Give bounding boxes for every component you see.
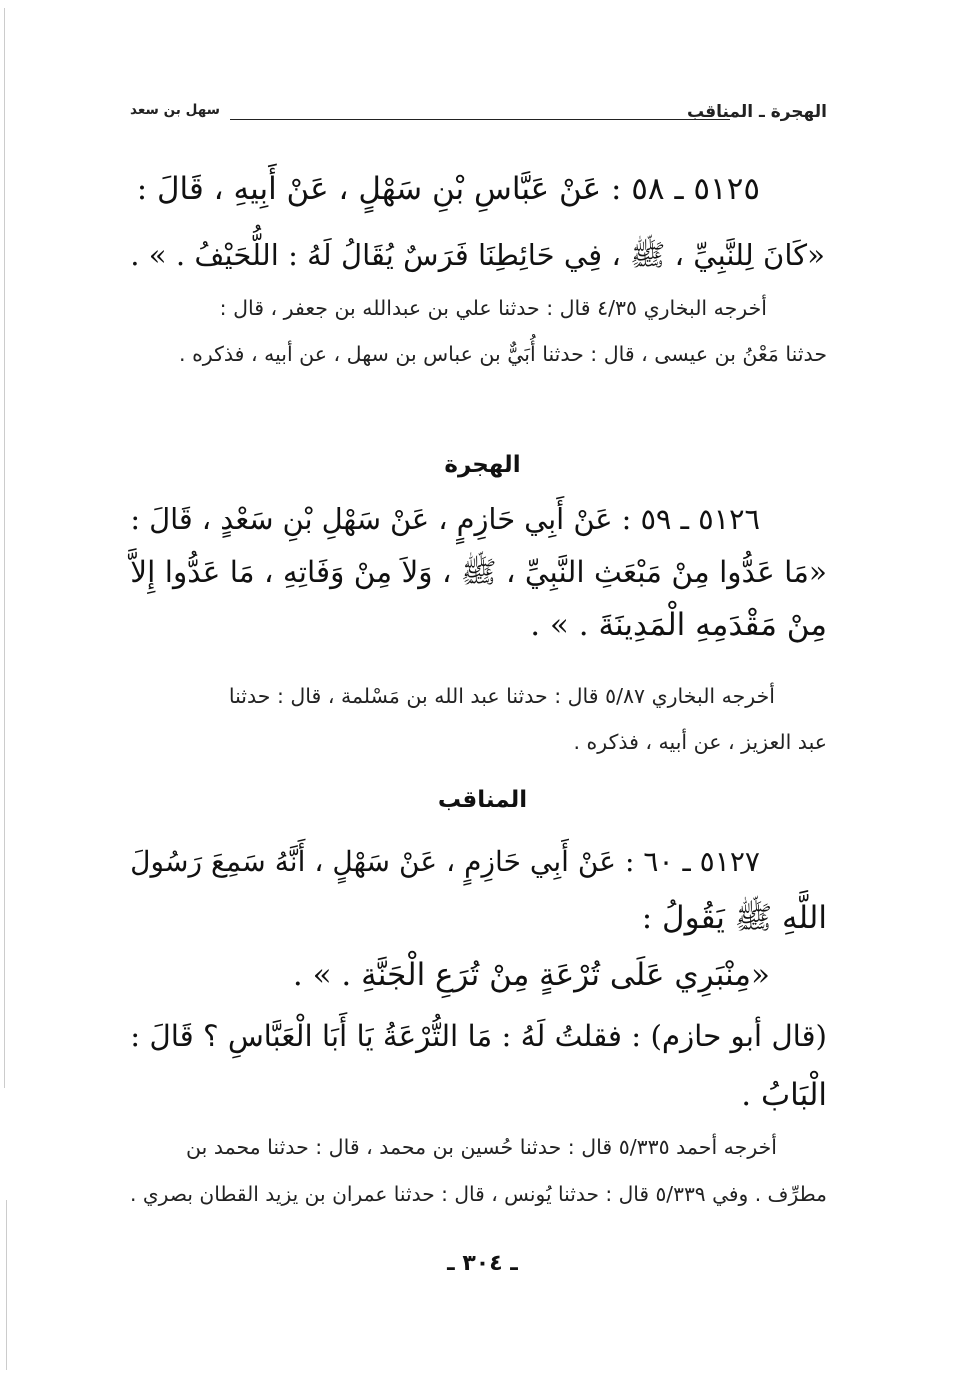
hadith-5126-line2: «مَا عَدُّوا مِنْ مَبْعَثِ النَّبِيِّ ، ﷺ ، وَلاَ مِنْ وَفَاتِهِ ، مَا عَدُّوا إِلاَّ [130, 555, 827, 589]
hadith-5127-source-line2: مطرِّف . وفي ٥/٣٣٩ قال : حدثنا يُونس ، قال : حدثنا عمران بن يزيد القطان بصري . [130, 1182, 827, 1206]
hadith-5127-line4: (قال أبو حازم) : فقلتُ لَهُ : مَا التُّرْعَةُ يَا أَبَا الْعَبَّاسِ ؟ قَالَ : [130, 1019, 827, 1053]
hadith-5127-source-line1: أخرجه أحمد ٥/٣٣٥ قال : حدثنا حُسين بن محمد ، قال : حدثنا محمد بن [186, 1135, 777, 1159]
hadith-5126-line1: ٥١٢٦ ـ ٥٩ : عَنْ أَبِي حَازِمٍ ، عَنْ سَهْلِ بْنِ سَعْدٍ ، قَالَ : [130, 502, 760, 536]
hadith-5127-line1: ٥١٢٧ ـ ٦٠ : عَنْ أَبِي حَازِمٍ ، عَنْ سَهْلٍ ، أَنَّهُ سَمِعَ رَسُولَ [130, 845, 760, 878]
running-header-chapter: الهجرة ـ المناقب [686, 102, 827, 122]
hadith-5127-line3: «مِنْبَرِي عَلَى تُرْعَةٍ مِنْ تُرَعِ الْجَنَّةِ . » . [292, 957, 770, 993]
scan-margin-line [4, 8, 5, 1088]
hadith-5125-source-line2: حدثنا مَعْنُ بن عيسى ، قال : حدثنا أُبَيٌّ بن عباس بن سهل ، عن أبيه ، فذكره . [179, 342, 827, 366]
section-title-manaqib: المناقب [437, 787, 528, 813]
hadith-5126-source-line1: أخرجه البخاري ٥/٨٧ قال : حدثنا عبد الله بن مَسْلمة ، قال : حدثنا [228, 684, 775, 708]
running-header-narrator: سهل بن سعد [130, 102, 220, 118]
hadith-5127-line5: الْبَابُ . [741, 1077, 827, 1113]
section-title-hijra: الهجرة [444, 452, 521, 478]
hadith-5125-line2: «كَانَ لِلنَّبِيِّ ، ﷺ ، فِي حَائِطِنَا فَرَسٌ يُقَالُ لَهُ : اللُّحَيْفُ . » . [130, 238, 825, 272]
hadith-5127-line2: اللَّهِ ﷺ يَقُولُ : [641, 900, 827, 936]
header-rule [230, 119, 730, 120]
scan-margin-line [6, 1200, 7, 1370]
page-number: ـ ٣٠٤ ـ [447, 1251, 518, 1276]
hadith-5126-line3: مِنْ مَقْدَمِهِ الْمَدِينَةَ . » . [530, 607, 827, 643]
hadith-5125-source-line1: أخرجه البخاري ٤/٣٥ قال : حدثنا علي بن عبدالله بن جعفر ، قال : [219, 296, 767, 320]
hadith-5125-line1: ٥١٢٥ ـ ٥٨ : عَنْ عَبَّاسِ بْنِ سَهْلٍ ، عَنْ أَبِيهِ ، قَالَ : [136, 171, 760, 207]
hadith-5126-source-line2: عبد العزيز ، عن أبيه ، فذكره . [573, 730, 827, 754]
